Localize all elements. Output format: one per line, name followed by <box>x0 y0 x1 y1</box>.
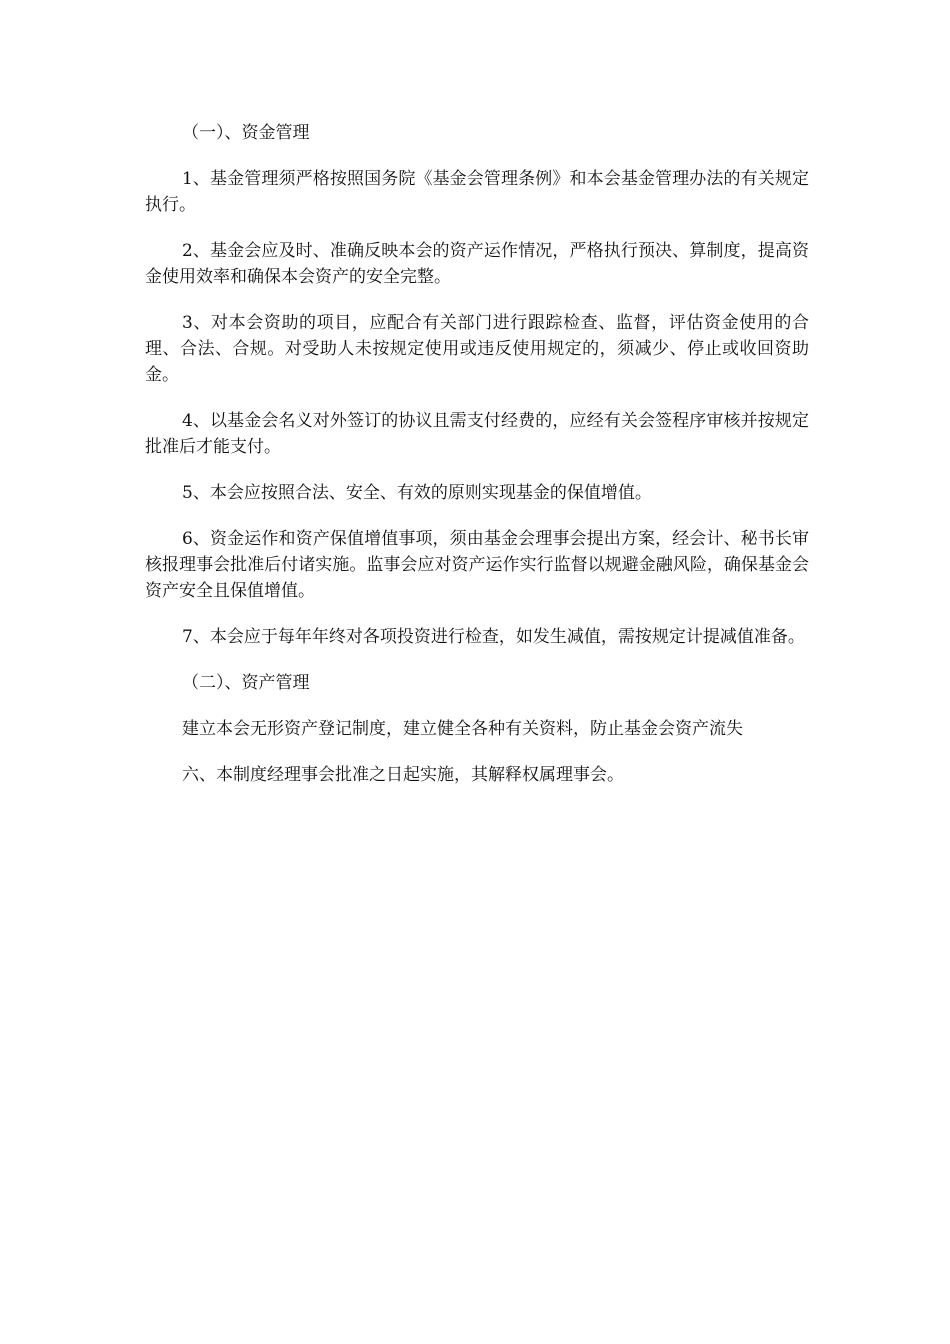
paragraph-item-2: 2、基金会应及时、准确反映本会的资产运作情况，严格执行预决、算制度，提高资金使用效率和确保本会资产的安全完整。 <box>145 241 809 287</box>
document-body <box>145 120 809 808</box>
paragraph-item-5: 5、本会应按照合法、安全、有效的原则实现基金的保值增值。 <box>182 483 652 503</box>
paragraph-item-6: 6、资金运作和资产保值增值事项，须由基金会理事会提出方案，经会计、秘书长审核报理事会批准后付诸实施。监事会应对资产运作实行监督以规避金融风险，确保基金会资产安全且保值增值。 <box>145 529 809 601</box>
paragraph-item-3: 3、对本会资助的项目，应配合有关部门进行跟踪检查、监督，评估资金使用的合理、合法、合规。对受助人未按规定使用或违反使用规定的，须减少、停止或收回资助金。 <box>145 313 809 385</box>
section-heading-fund-management: （一）、资金管理 <box>182 123 310 143</box>
paragraph-item-4: 4、以基金会名义对外签订的协议且需支付经费的，应经有关会签程序审核并按规定批准后才能支付。 <box>145 411 809 457</box>
section-heading-asset-management: （二）、资产管理 <box>182 673 310 693</box>
paragraph-item-7: 7、本会应于每年年终对各项投资进行检查，如发生减值，需按规定计提减值准备。 <box>182 627 805 647</box>
paragraph-item-1: 1、基金管理须严格按照国务院《基金会管理条例》和本会基金管理办法的有关规定执行。 <box>145 169 809 215</box>
paragraph-closing-clause: 六、本制度经理事会批准之日起实施，其解释权属理事会。 <box>182 765 624 785</box>
paragraph-asset-registration: 建立本会无形资产登记制度，建立健全各种有关资料，防止基金会资产流失 <box>182 719 743 739</box>
